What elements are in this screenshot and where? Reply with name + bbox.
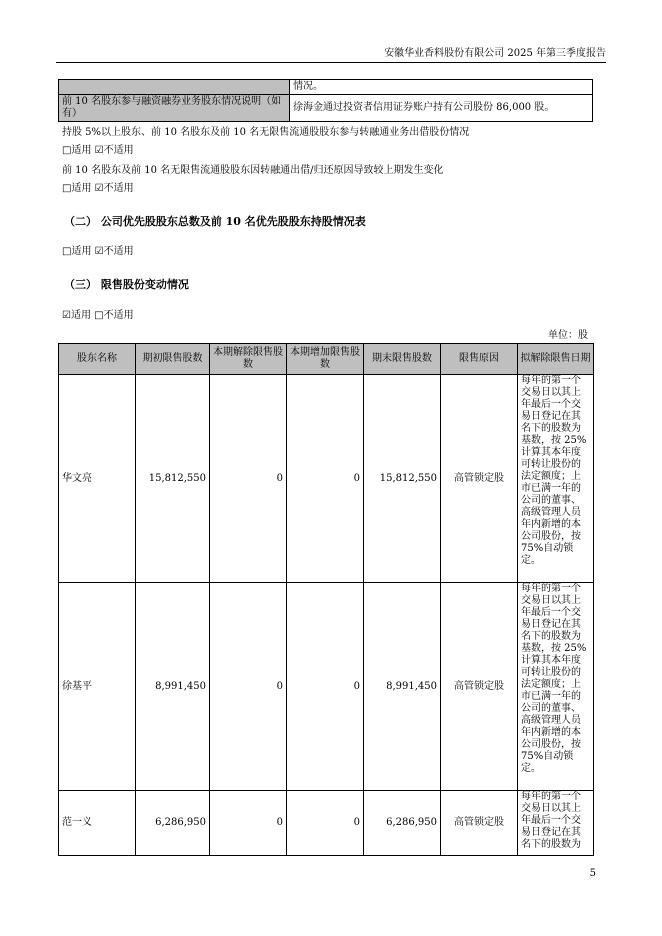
margin-trading-table [58,79,593,122]
cell-reason: 高管锁定股 [441,583,518,791]
lending-info-heading: 持股 5%以上股东、前 10 名股东及前 10 名无限售流通股股东参与转融通业务出借股份情况 [62,127,470,138]
cell-shareholder: 华文亮 [59,375,136,583]
col-header-added: 本期增加限售股数 [287,344,364,375]
section-preferred-option: □适用 ☑不适用 [62,246,134,257]
unit-label: 单位：股 [548,330,588,341]
release-date-text: 每年的第一个交易日以其上年最后一个交易日登记在其名下的股数为 [521,791,581,850]
table-row [59,375,594,583]
cell-release-date [518,583,594,791]
table-row [59,583,594,791]
lending-change-option: □适用 ☑不适用 [62,183,134,194]
margin-trading-value: 徐海金通过投资者信用证券账户持有公司股份 86,000 股。 [290,95,593,122]
cell-start-shares: 15,812,550 [136,375,210,583]
cell-start-shares: 6,286,950 [136,791,210,856]
table-cell-empty-label [59,80,290,95]
section-preferred-title: （二） 公司优先股股东总数及前 10 名优先股股东持股情况表 [64,215,366,228]
col-header-end-shares: 期末限售股数 [364,344,441,375]
cell-released: 0 [210,583,287,791]
col-header-start-shares: 期初限售股数 [136,344,210,375]
restricted-shares-table [58,343,594,856]
cell-start-shares: 8,991,450 [136,583,210,791]
margin-trading-label: 前 10 名股东参与融资融券业务股东情况说明（如有） [59,95,290,122]
cell-shareholder: 范一义 [59,791,136,856]
release-date-text: 每年的第一个交易日以其上年最后一个交易日登记在其名下的股数为基数，按 25%计算其本年度可转让股份的法定额度；上市已满一年的公司的董事、高级管理人员年内新增的本公司股份，按 75%自动锁定。 [521,375,587,566]
cell-shareholder: 徐基平 [59,583,136,791]
cell-released: 0 [210,375,287,583]
table-row [59,80,593,95]
section-restricted-title: （三） 限售股份变动情况 [64,278,189,291]
col-header-release-date: 拟解除限售日期 [518,344,594,375]
lending-info-option: □适用 ☑不适用 [62,145,134,156]
release-date-text: 每年的第一个交易日以其上年最后一个交易日登记在其名下的股数为基数，按 25%计算其本年度可转让股份的法定额度；上市已满一年的公司的董事、高级管理人员年内新增的本公司股份，按 75%自动锁定。 [521,583,587,774]
cell-release-date [518,375,594,583]
cell-added: 0 [287,791,364,856]
report-header-title: 安徽华业香料股份有限公司 2025 年第三季度报告 [384,48,606,59]
col-header-reason: 限售原因 [441,344,518,375]
table-row [59,95,593,122]
col-header-shareholder: 股东名称 [59,344,136,375]
lending-change-heading: 前 10 名股东及前 10 名无限售流通股股东因转融通出借/归还原因导致较上期发生变化 [62,165,444,176]
cell-reason: 高管锁定股 [441,375,518,583]
table-row [59,791,594,856]
header-divider [56,62,606,63]
cell-end-shares: 8,991,450 [364,583,441,791]
cell-release-date [518,791,594,856]
section-restricted-option: ☑适用 □不适用 [62,310,134,321]
cell-reason: 高管锁定股 [441,791,518,856]
table-cell-value: 情况。 [290,80,593,95]
page-number: 5 [589,868,596,879]
cell-released: 0 [210,791,287,856]
col-header-released: 本期解除限售股数 [210,344,287,375]
table-header-row [59,344,594,375]
cell-added: 0 [287,375,364,583]
cell-end-shares: 6,286,950 [364,791,441,856]
cell-added: 0 [287,583,364,791]
cell-end-shares: 15,812,550 [364,375,441,583]
